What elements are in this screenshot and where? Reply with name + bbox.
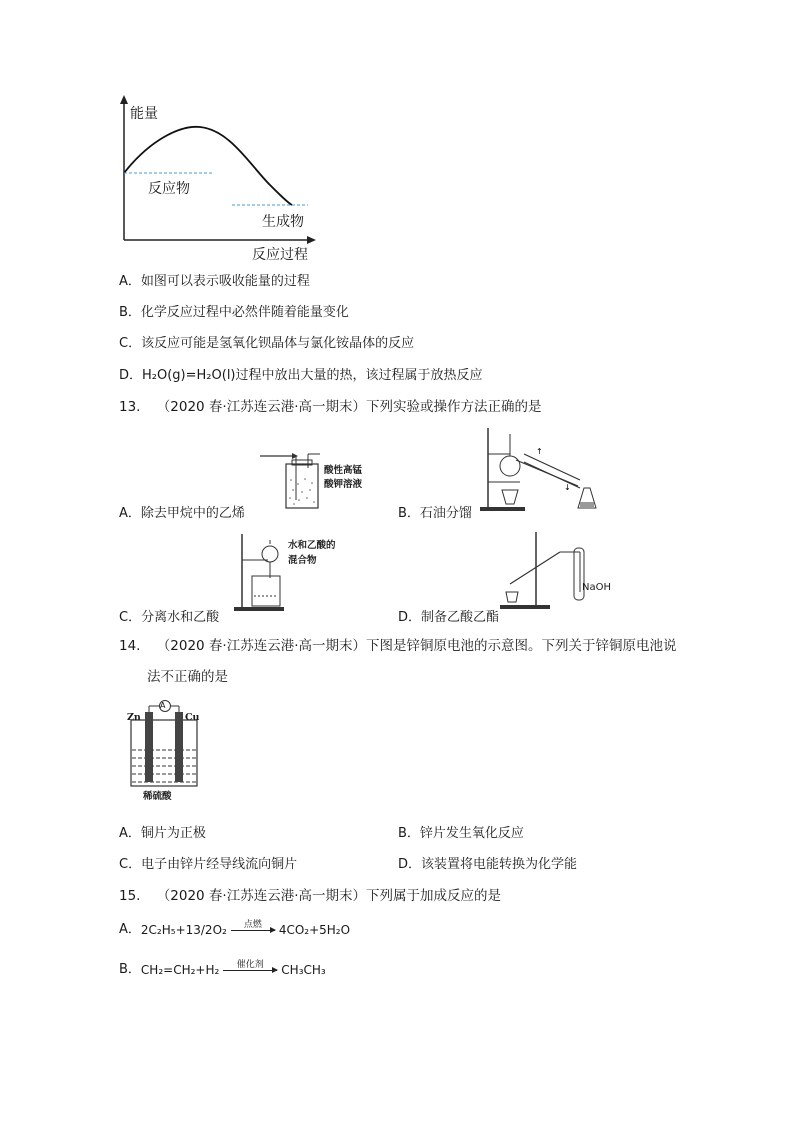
figure-label: 水和乙酸的混合物 [288, 540, 336, 566]
q12-option-c [119, 332, 414, 351]
q13-option-c [119, 606, 219, 625]
y-axis-label: 能量 [130, 106, 158, 122]
product-label: 生成物 [262, 214, 304, 230]
option-formula: H₂O(g)=H₂O(l) [142, 368, 236, 383]
option-text: 该装置将电能转换为化学能 [421, 857, 578, 872]
option-letter: A． [119, 506, 141, 521]
option-letter: B． [119, 962, 141, 977]
q13-option-d [398, 606, 499, 625]
option-letter: C． [119, 857, 142, 872]
svg-text:↓: ↓ [564, 483, 571, 492]
x-axis-label: 反应过程 [252, 247, 308, 263]
reactant-label: 反应物 [148, 181, 190, 197]
q13-option-a [119, 502, 245, 521]
electrolyte-label: 稀硫酸 [143, 791, 172, 802]
option-letter: D． [119, 368, 143, 383]
figure-label: 酸性高锰酸钾溶液 [324, 465, 363, 490]
option-letter: B． [398, 826, 420, 841]
q14-option-a [119, 822, 206, 841]
option-text: 该反应可能是氢氧化钡晶体与氯化铵晶体的反应 [141, 336, 415, 351]
q12-option-b [119, 301, 349, 320]
figure-galvanic-cell [127, 700, 207, 802]
zinc-electrode [145, 712, 153, 782]
y-axis-arrow [120, 95, 128, 104]
figure-gas-washing-bottle [258, 450, 378, 512]
reaction-condition: 点燃 [243, 920, 262, 930]
option-text: 制备乙酸乙酯 [421, 610, 500, 625]
q15-option-a [119, 918, 350, 937]
equation-lhs: 2C₂H₅+13/2O₂ [140, 923, 227, 937]
q14-option-d [398, 853, 577, 872]
q15-option-b [119, 958, 326, 977]
energy-diagram [110, 95, 330, 265]
option-letter: C． [119, 610, 142, 625]
question-text: 下列实验或操作方法正确的是 [366, 399, 542, 415]
ammeter-label: A [160, 701, 166, 710]
q12-option-a [119, 270, 310, 289]
svg-text:↑: ↑ [536, 447, 543, 456]
option-text: 锌片发生氧化反应 [419, 826, 524, 841]
option-text: 电子由锌片经导线流向铜片 [141, 857, 298, 872]
reaction-arrow [223, 960, 277, 977]
question-source: （2020 春·江苏连云港·高一期末） [156, 638, 367, 654]
x-axis-arrow [307, 236, 316, 244]
distillation-svg [478, 424, 608, 514]
option-letter: A． [119, 274, 141, 289]
option-text: 除去甲烷中的乙烯 [140, 506, 245, 521]
question-number: 14. [119, 638, 141, 654]
question-number: 13. [119, 399, 141, 415]
option-letter: D． [398, 610, 422, 625]
figure-separatory-funnel [230, 530, 360, 612]
q14-option-c [119, 853, 297, 872]
equation-lhs: CH₂=CH₂+H₂ [140, 963, 220, 977]
option-letter: B． [119, 305, 141, 320]
q14-option-b [398, 822, 524, 841]
question-source: （2020 春·江苏连云港·高一期末） [156, 888, 367, 904]
option-letter: D． [398, 857, 422, 872]
option-text: 分离水和乙酸 [141, 610, 220, 625]
reaction-arrow [231, 920, 275, 937]
option-letter: A． [119, 826, 141, 841]
option-text: 石油分馏 [419, 506, 472, 521]
equation-rhs: CH₃CH₃ [281, 963, 326, 977]
figure-esterification [490, 528, 620, 610]
q12-option-d [119, 364, 483, 383]
figure-label: NaOH [582, 582, 611, 593]
option-text: 过程中放出大量的热，该过程属于放热反应 [235, 368, 483, 383]
cu-label: Cu [185, 712, 200, 723]
question-text: 下图是锌铜原电池的示意图。下列关于锌铜原电池说 [366, 638, 677, 654]
q15-stem [119, 884, 501, 904]
option-letter: C． [119, 336, 142, 351]
esterification-svg [490, 528, 620, 610]
equation-rhs: 4CO₂+5H₂O [278, 923, 351, 937]
q13-option-b [398, 502, 472, 521]
copper-electrode [175, 712, 183, 782]
q14-stem-line2: 法不正确的是 [147, 669, 228, 685]
option-text: 铜片为正极 [140, 826, 206, 841]
question-text: 下列属于加成反应的是 [366, 888, 502, 904]
q13-stem [119, 395, 542, 415]
option-letter: B． [398, 506, 420, 521]
option-letter: A． [119, 922, 141, 937]
q14-stem-line1 [119, 634, 677, 654]
option-text: 如图可以表示吸收能量的过程 [140, 274, 310, 289]
question-number: 15. [119, 888, 141, 904]
reaction-condition: 催化剂 [236, 960, 264, 970]
question-source: （2020 春·江苏连云港·高一期末） [156, 399, 367, 415]
figure-distillation [478, 424, 608, 514]
zn-label: Zn [127, 712, 141, 723]
option-text: 化学反应过程中必然伴随着能量变化 [140, 305, 349, 320]
